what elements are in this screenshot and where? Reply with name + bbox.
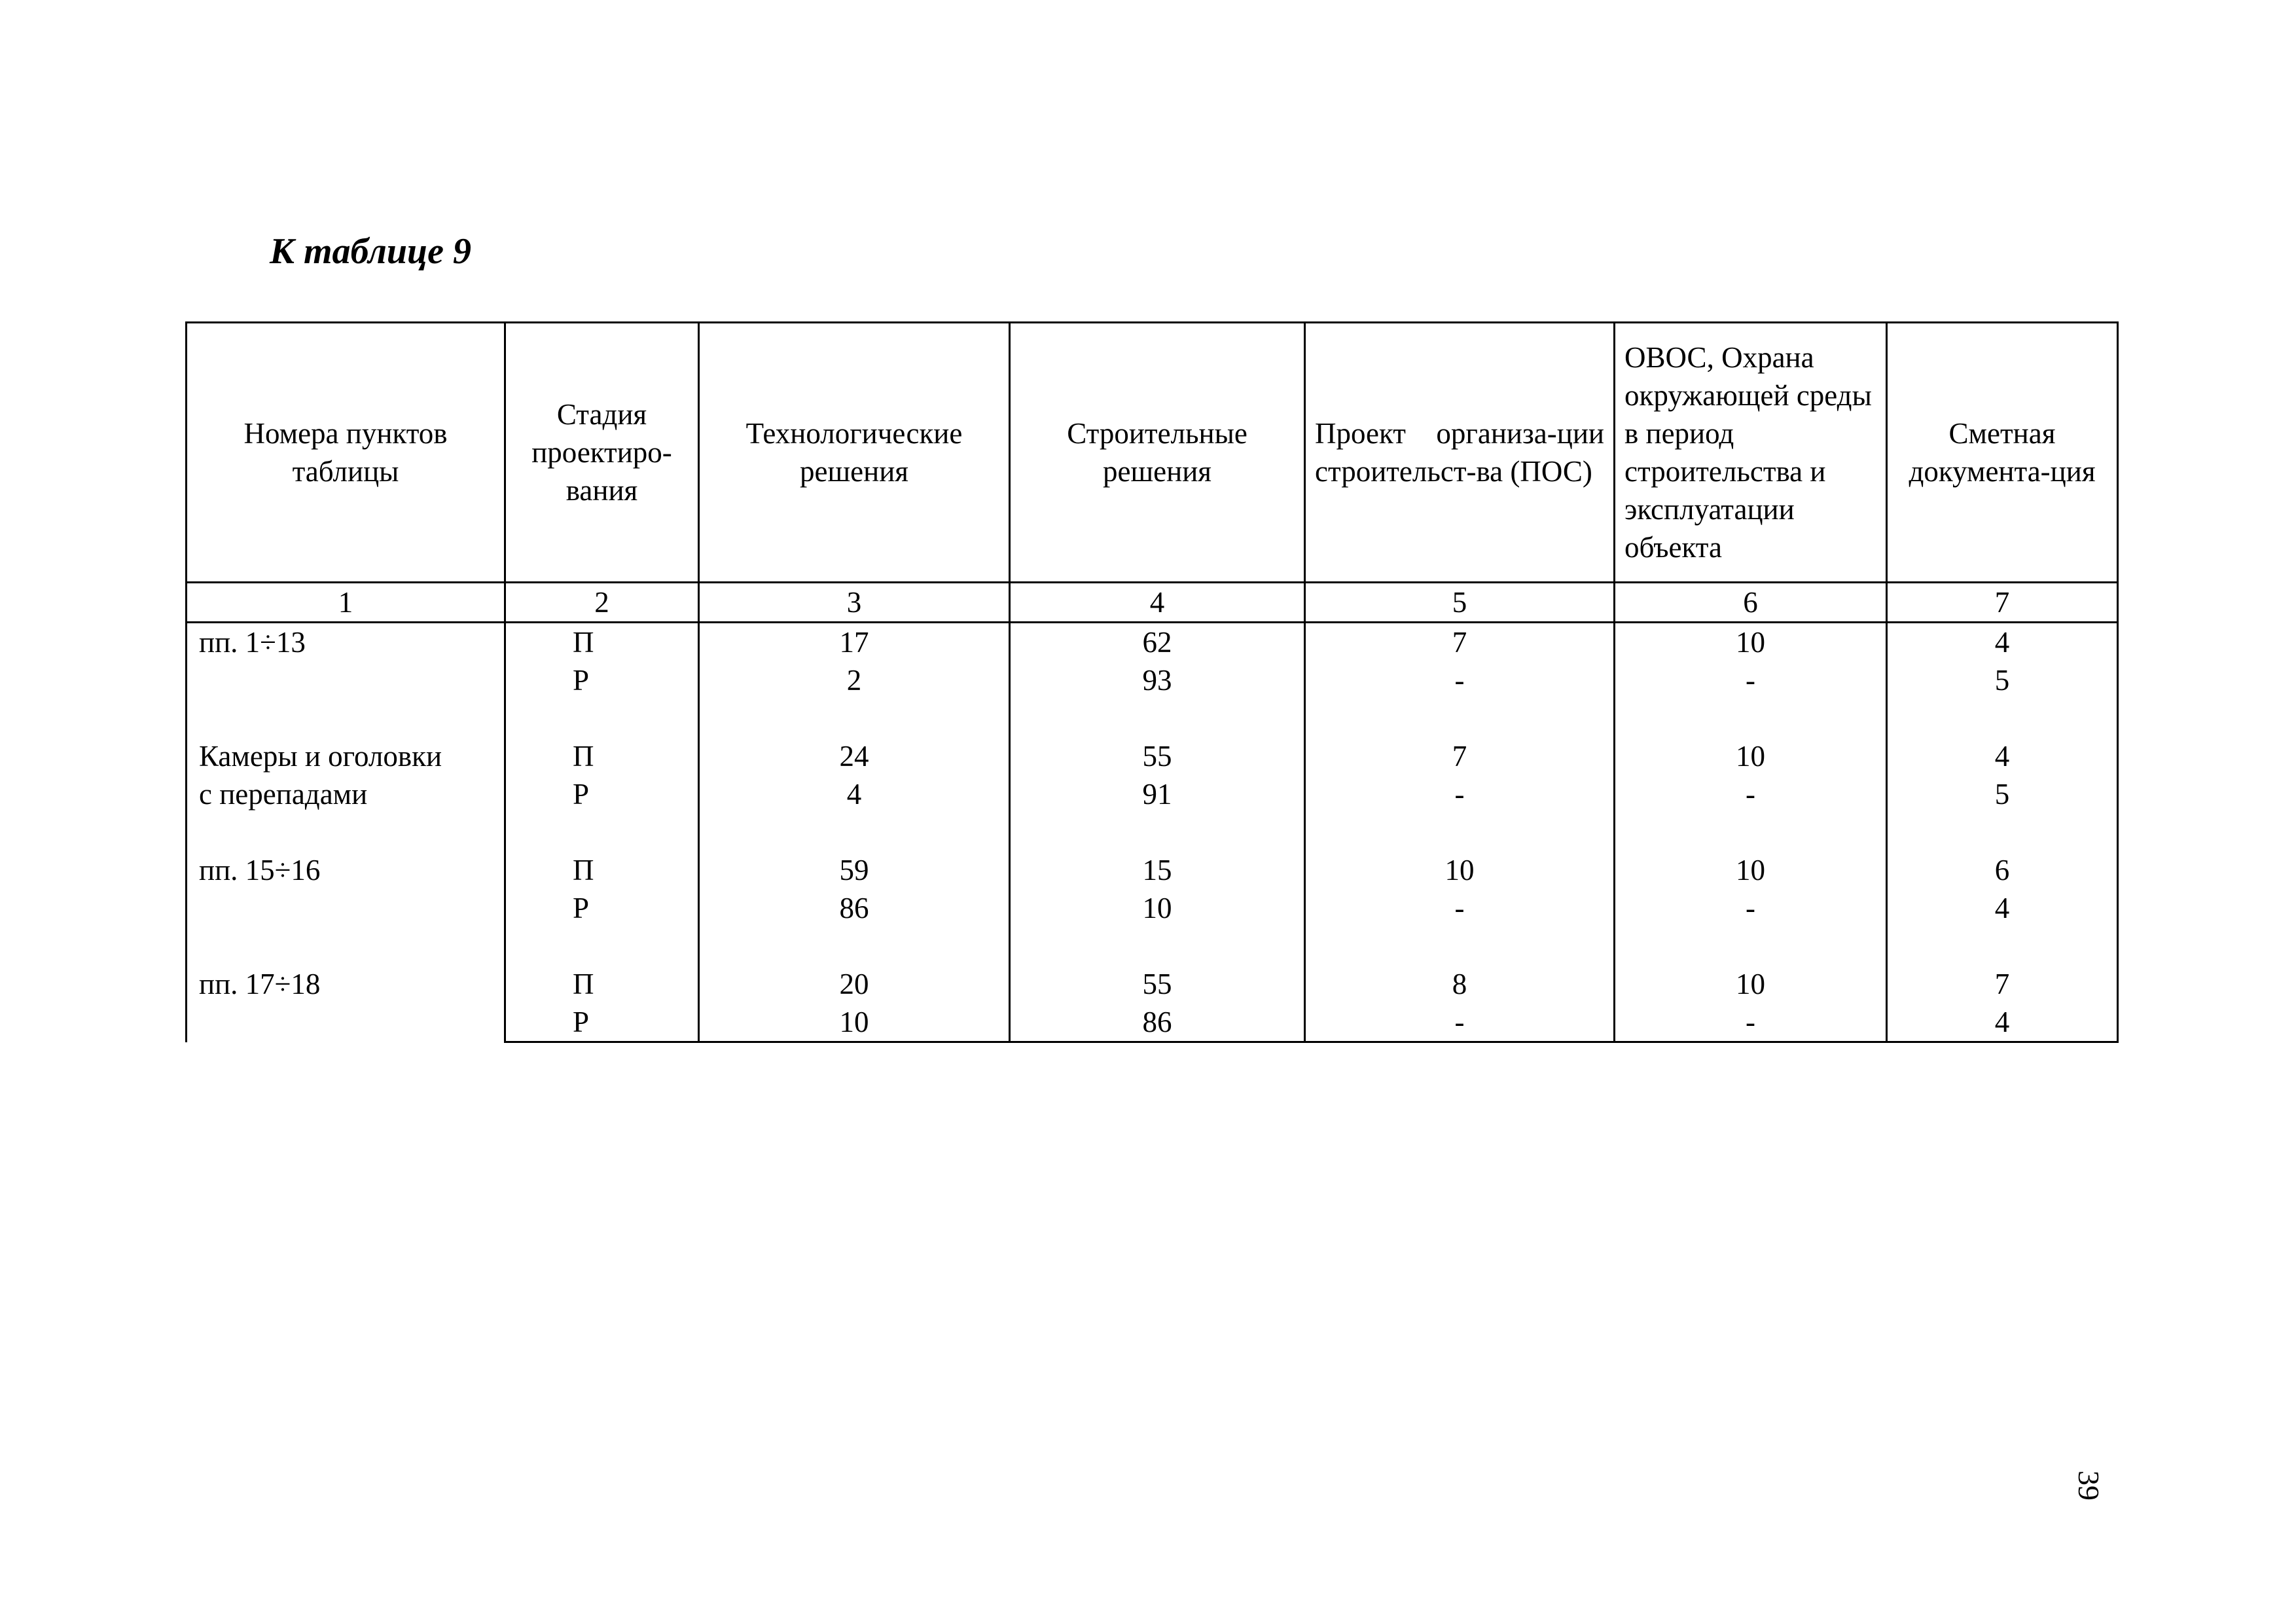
value-cell: 59 [699, 851, 1010, 889]
value-cell: 10 [1615, 623, 1887, 662]
value-cell: 4 [1887, 737, 2118, 775]
column-number: 6 [1615, 583, 1887, 623]
header-cell-technological-solutions: Технологические решения [699, 323, 1010, 583]
spacer-cell [1887, 813, 2118, 851]
value-cell: 20 [699, 965, 1010, 1003]
value-cell: 86 [699, 889, 1010, 927]
spacer-cell [1615, 813, 1887, 851]
spacer-cell [1305, 699, 1615, 737]
value-cell: 10 [1615, 965, 1887, 1003]
stage-cell: П [505, 737, 699, 775]
value-cell: 55 [1010, 965, 1305, 1003]
value-cell: 5 [1887, 661, 2118, 699]
value-cell: 10 [1010, 889, 1305, 927]
value-cell: - [1305, 775, 1615, 813]
group-name-cell [187, 965, 505, 1042]
value-cell: 55 [1010, 737, 1305, 775]
value-cell: 4 [1887, 889, 2118, 927]
spacer-cell [1305, 927, 1615, 965]
value-cell: 10 [1305, 851, 1615, 889]
column-number: 3 [699, 583, 1010, 623]
value-cell: - [1615, 1003, 1887, 1042]
value-cell: 10 [699, 1003, 1010, 1042]
column-number: 1 [187, 583, 505, 623]
table-row [187, 737, 2118, 775]
stage-cell: Р [505, 1003, 699, 1042]
spacer-cell [505, 813, 699, 851]
stage-cell: П [505, 623, 699, 662]
spacer-row [187, 699, 2118, 737]
spacer-cell [1010, 927, 1305, 965]
group-name-line: с перепадами [199, 778, 368, 811]
spacer-row [187, 813, 2118, 851]
value-cell: 7 [1305, 623, 1615, 662]
table-row [187, 965, 2118, 1003]
value-cell: 4 [1887, 1003, 2118, 1042]
page-number: 39 [2072, 1470, 2106, 1501]
value-cell: 86 [1010, 1003, 1305, 1042]
spacer-cell [1615, 699, 1887, 737]
table-row [187, 851, 2118, 889]
stage-cell: Р [505, 775, 699, 813]
spacer-cell [1010, 699, 1305, 737]
group-name-line: Камеры и оголовки [199, 740, 442, 773]
stage-cell: Р [505, 889, 699, 927]
header-cell-estimate-documentation: Сметная документа-ция [1887, 323, 2118, 583]
group-name-cell [187, 737, 505, 813]
spacer-cell [187, 699, 505, 737]
spacer-cell [1887, 927, 2118, 965]
value-cell: 5 [1887, 775, 2118, 813]
header-cell-environmental-protection: ОВОС, Охрана окружающей среды в период строительства и эксплуатации объекта [1615, 323, 1887, 583]
spacer-cell [1887, 699, 2118, 737]
header-cell-design-stage: Стадия проектиро-вания [505, 323, 699, 583]
spacer-cell [1010, 813, 1305, 851]
column-number-row [187, 583, 2118, 623]
value-cell: 15 [1010, 851, 1305, 889]
group-name-line: пп. 15÷16 [199, 854, 321, 886]
value-cell: 4 [1887, 623, 2118, 662]
value-cell: 62 [1010, 623, 1305, 662]
header-cell-construction-solutions: Строительные решения [1010, 323, 1305, 583]
spacer-cell [187, 927, 505, 965]
value-cell: 7 [1305, 737, 1615, 775]
group-name-cell [187, 623, 505, 700]
value-cell: 17 [699, 623, 1010, 662]
spacer-row [187, 927, 2118, 965]
column-number: 5 [1305, 583, 1615, 623]
stage-cell: П [505, 851, 699, 889]
spacer-cell [187, 813, 505, 851]
spacer-cell [699, 699, 1010, 737]
column-number: 4 [1010, 583, 1305, 623]
value-cell: 10 [1615, 737, 1887, 775]
table-caption: К таблице 9 [270, 231, 471, 272]
spacer-cell [505, 927, 699, 965]
spacer-cell [699, 927, 1010, 965]
value-cell: 6 [1887, 851, 2118, 889]
value-cell: 91 [1010, 775, 1305, 813]
group-name-line: пп. 1÷13 [199, 626, 306, 659]
value-cell: 2 [699, 661, 1010, 699]
value-cell: 93 [1010, 661, 1305, 699]
column-number: 7 [1887, 583, 2118, 623]
value-cell: - [1305, 1003, 1615, 1042]
spacer-cell [505, 699, 699, 737]
value-cell: - [1615, 775, 1887, 813]
value-cell: - [1305, 889, 1615, 927]
spacer-cell [699, 813, 1010, 851]
stage-cell: Р [505, 661, 699, 699]
group-name-line: пп. 17÷18 [199, 968, 321, 1000]
value-cell: 10 [1615, 851, 1887, 889]
header-row [187, 323, 2118, 583]
value-cell: - [1305, 661, 1615, 699]
stage-cell: П [505, 965, 699, 1003]
value-cell: 8 [1305, 965, 1615, 1003]
table-row [187, 623, 2118, 662]
value-cell: 24 [699, 737, 1010, 775]
spacer-cell [1305, 813, 1615, 851]
header-cell-construction-organization-project: Проект организа-ции строительст-ва (ПОС) [1305, 323, 1615, 583]
spacer-cell [1615, 927, 1887, 965]
header-cell-point-numbers: Номера пунктов таблицы [187, 323, 505, 583]
value-cell: - [1615, 661, 1887, 699]
column-number: 2 [505, 583, 699, 623]
value-cell: 7 [1887, 965, 2118, 1003]
value-cell: - [1615, 889, 1887, 927]
group-name-cell [187, 851, 505, 927]
value-cell: 4 [699, 775, 1010, 813]
data-table [185, 321, 2119, 1043]
